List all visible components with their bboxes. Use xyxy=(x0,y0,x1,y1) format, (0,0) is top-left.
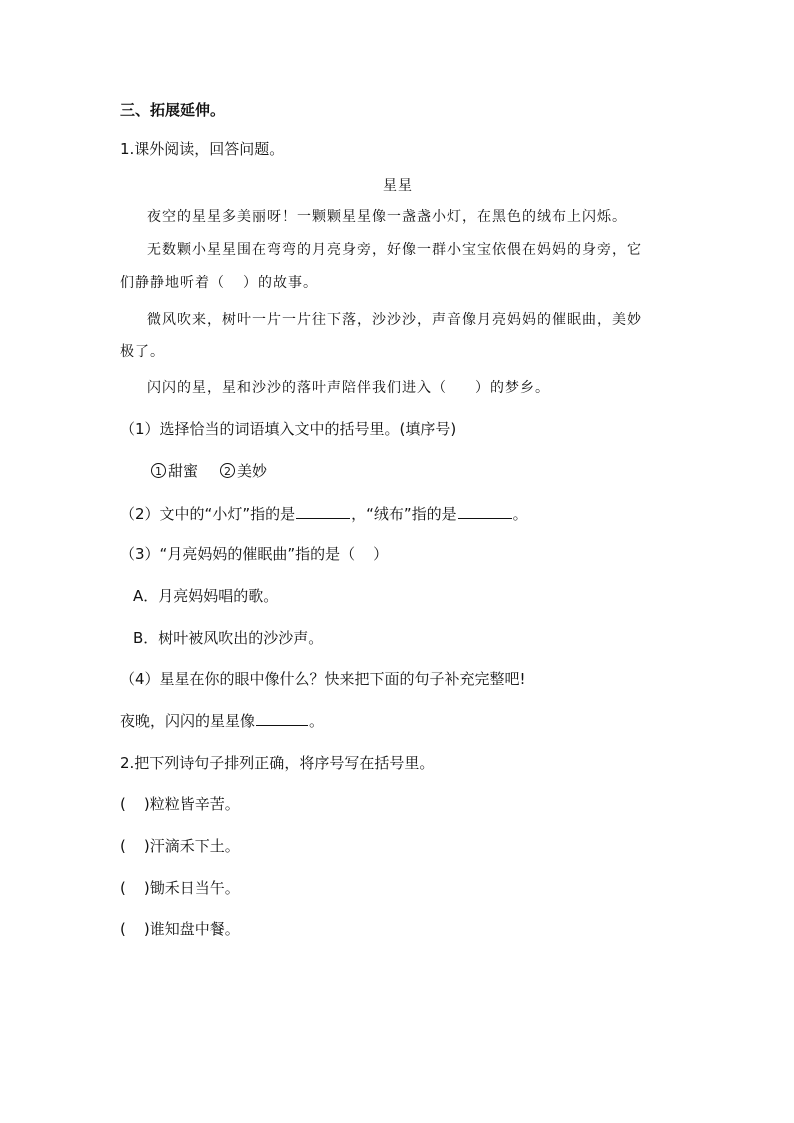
fill-text: 夜晚，闪闪的星星像 xyxy=(120,712,256,730)
option-1 xyxy=(151,462,198,480)
section-title: 三、拓展延伸。 xyxy=(120,101,226,119)
sub-question-2-text: （2）文中的“小灯”指的是 xyxy=(120,505,296,523)
passage-paragraph-2-line-2 xyxy=(120,273,318,293)
option-number-1: 1 xyxy=(151,463,166,478)
option-1-label: 甜蜜 xyxy=(168,462,199,480)
paren-open: ( xyxy=(120,879,126,897)
paren-open: ( xyxy=(120,795,126,813)
sub-question-2 xyxy=(120,504,528,524)
poem-text: 锄禾日当午。 xyxy=(149,879,240,897)
poem-line-3 xyxy=(120,878,240,898)
fill-blank-lamp[interactable] xyxy=(296,506,350,519)
passage-paragraph-1: 夜空的星星多美丽呀！一颗颗星星像一盏盏小灯，在黑色的绒布上闪烁。 xyxy=(147,209,627,225)
sub-question-4: （4）星星在你的眼中像什么？快来把下面的句子补充完整吧! xyxy=(120,670,526,688)
sub-question-3-close: ） xyxy=(373,545,389,563)
passage-text: 们静静地听着（ xyxy=(120,275,225,291)
paren-open: ( xyxy=(120,920,126,938)
sub-question-4-fill xyxy=(120,711,324,731)
passage-text: ）的故事。 xyxy=(243,275,318,291)
fill-blank-star[interactable] xyxy=(256,713,308,726)
fill-text: 。 xyxy=(309,712,325,730)
passage-paragraph-3-line-2: 极了。 xyxy=(120,344,165,360)
poem-line-1 xyxy=(120,794,240,814)
option-number-2: 2 xyxy=(220,463,235,478)
sub-question-2-text: 。 xyxy=(512,505,528,523)
poem-text: 谁知盘中餐。 xyxy=(149,920,240,938)
poem-line-2 xyxy=(120,836,240,856)
fill-blank-velvet[interactable] xyxy=(458,506,512,519)
passage-text: 闪闪的星，星和沙沙的落叶声陪伴我们进入（ xyxy=(147,380,447,396)
passage-paragraph-2-line-1: 无数颗小星星围在弯弯的月亮身旁，好像一群小宝宝依偎在妈妈的身旁，它 xyxy=(147,242,642,258)
poem-line-4 xyxy=(120,919,240,939)
question-1-heading: 1.课外阅读，回答问题。 xyxy=(120,140,285,158)
word-options xyxy=(151,461,267,481)
paren-close: ) xyxy=(143,920,150,938)
passage-title: 星星 xyxy=(383,178,413,194)
sub-question-1: （1）选择恰当的词语填入文中的括号里。(填序号) xyxy=(120,420,457,438)
sub-question-3 xyxy=(120,544,388,564)
option-2-label: 美妙 xyxy=(237,462,268,480)
paren-close: ) xyxy=(143,837,150,855)
choice-b[interactable]: B．树叶被风吹出的沙沙声。 xyxy=(133,629,324,647)
paren-open: ( xyxy=(120,837,126,855)
option-2 xyxy=(220,462,267,480)
paren-close: ) xyxy=(143,879,150,897)
passage-paragraph-3-line-1: 微风吹来，树叶一片一片往下落，沙沙沙，声音像月亮妈妈的催眠曲，美妙 xyxy=(147,312,642,328)
sub-question-3-text: （3）“月亮妈妈的催眠曲”指的是（ xyxy=(120,545,356,563)
choice-a[interactable]: A．月亮妈妈唱的歌。 xyxy=(133,587,279,605)
poem-text: 汗滴禾下土。 xyxy=(149,837,240,855)
paren-close: ) xyxy=(143,795,150,813)
passage-text: ）的梦乡。 xyxy=(475,380,550,396)
question-2-heading: 2.把下列诗句子排列正确，将序号写在括号里。 xyxy=(120,754,435,772)
sub-question-2-text: ，“绒布”指的是 xyxy=(351,505,457,523)
passage-paragraph-4 xyxy=(147,378,550,398)
poem-text: 粒粒皆辛苦。 xyxy=(149,795,240,813)
